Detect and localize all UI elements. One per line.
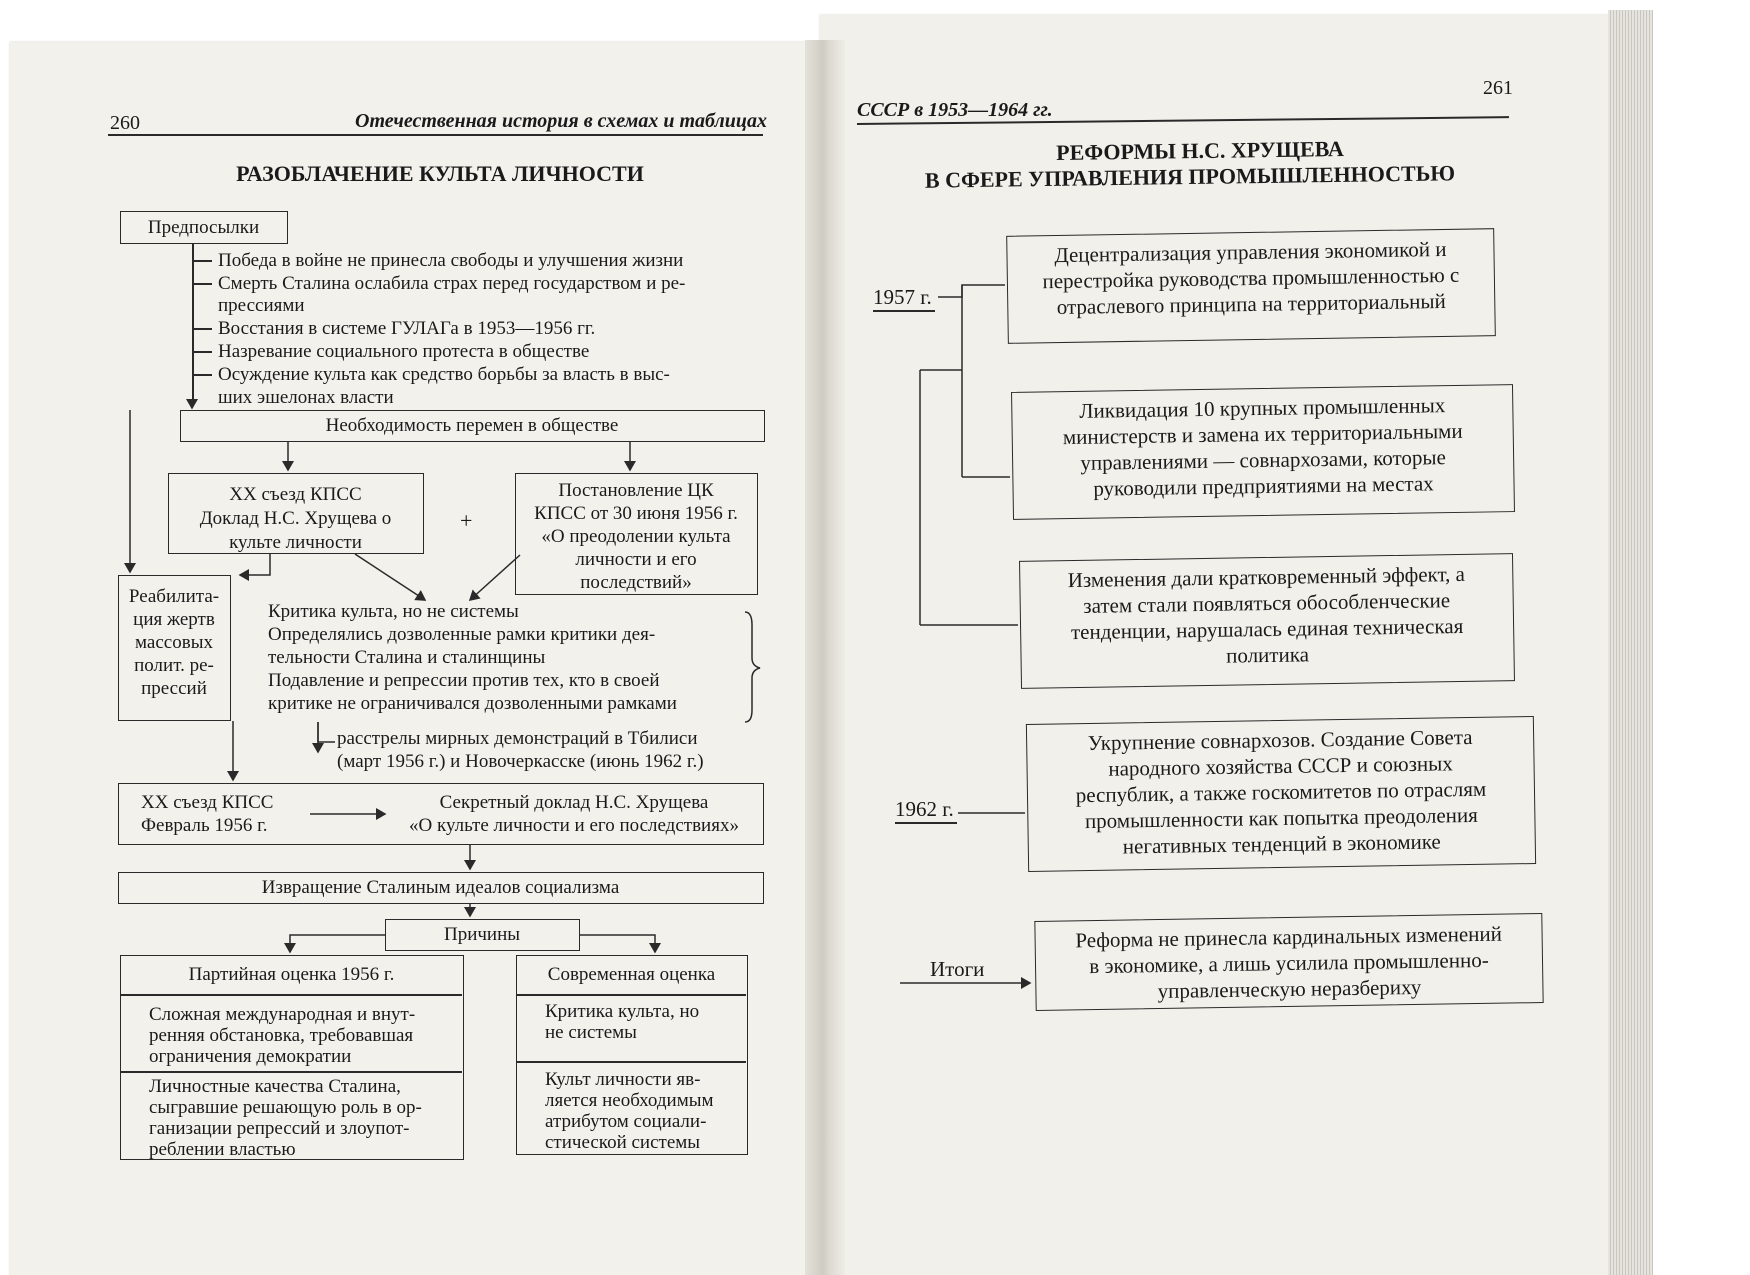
box4-line-5: негативных тенденций в экономике [1122,829,1441,859]
box2-line-1: Ликвидация 10 крупных промышленных [1079,393,1446,423]
prereq-item-3: Восстания в системе ГУЛАГа в 1953—1956 гг. [218,318,596,339]
resolution-line-3: «О преодолении культа [541,526,731,547]
right-title-line-2: В СФЕРЕ УПРАВЛЕНИЯ ПРОМЫШЛЕННОСТЬЮ [924,160,1456,193]
party-eval-2-line-3: ганизации репрессий и злоупот- [149,1118,410,1139]
congress-feb-line-2: Февраль 1956 г. [141,815,268,836]
criticism-line-4: Подавление и репрессии против тех, кто в своей [268,670,660,691]
prereq-item-5-cont: ших эшелонах власти [218,387,394,408]
resolution-line-4: личности и его [575,549,697,570]
prereq-item-2: Смерть Сталина ослабила страх перед государством и ре- [218,273,686,294]
resolution-line-5: последствий» [580,572,692,593]
congress-line-2: Доклад Н.С. Хрущева о [199,508,392,529]
prereq-item-1: Победа в войне не принесла свободы и улучшения жизни [218,250,684,271]
connector-1957-to-box1 [938,285,1005,297]
party-eval-2-line-4: реблении властью [149,1139,296,1160]
prereq-item-4: Назревание социального протеста в обществе [218,341,590,362]
criticism-line-5: критике не ограничивался дозволенными рамками [268,693,677,714]
party-eval-2-line-2: сыгравшие решающую роль в ор- [149,1097,422,1118]
box3-line-1: Изменения дали кратковременный эффект, а [1067,561,1466,593]
distortion-label: Извращение Сталиным идеалов социализма [261,877,620,898]
modern-eval-2-line-3: атрибутом социали- [545,1111,707,1132]
congress-line-1: XX съезд КПСС [229,484,362,505]
shootings-line-1: расстрелы мирных демонстраций в Тбилиси [337,728,698,749]
rehab-line-4: полит. ре- [134,655,214,676]
rehab-line-2: ция жертв [133,609,215,630]
modern-eval-1-line-1: Критика культа, но [545,1001,700,1022]
page-number-right: 261 [1483,77,1513,99]
rehab-line-3: массовых [135,632,213,653]
reasons-label: Причины [443,924,521,945]
modern-eval-2-line-2: ляется необходимым [545,1090,714,1111]
party-eval-1-line-1: Сложная международная и внут- [149,1004,416,1025]
page-number-left: 260 [110,112,140,134]
box1-line-2: перестройка руководства промышленностью с [1042,262,1460,294]
box1-line-1: Децентрализация управления экономикой и [1054,236,1447,268]
resolution-line-2: КПСС от 30 июня 1956 г. [534,503,738,524]
party-eval-1-line-3: ограничения демократии [149,1046,352,1067]
running-header-left: Отечественная история в схемах и таблицах [355,110,767,132]
box2-line-4: руководили предприятиями на местах [1093,471,1434,501]
box3-line-4: политика [1225,642,1310,668]
rehab-line-5: прессий [141,678,207,699]
box2-line-3: управлениями — совнархозами, которые [1080,445,1447,475]
box5-line-2: в экономике, а лишь усилила промышленно- [1089,947,1489,979]
modern-eval-2-line-1: Культ личности яв- [545,1069,701,1090]
box1-line-3: отраслевого принципа на территориальный [1056,288,1446,320]
rehab-line-1: Реабилита- [128,586,220,607]
modern-eval-2-line-4: стической системы [545,1132,701,1153]
box4-line-3: республик, а также госкомитетов по отраслям [1075,776,1487,808]
congress-line-3: культе личности [229,532,362,553]
plus-sign: + [460,508,473,533]
resolution-line-1: Постановление ЦК [558,480,714,501]
prereq-item-5: Осуждение культа как средство борьбы за власть в выс- [218,364,670,385]
modern-eval-header: Современная оценка [547,964,716,985]
prereq-item-2-cont: прессиями [218,295,305,316]
running-header-right: СССР в 1953—1964 гг. [857,99,1053,121]
criticism-line-2: Определялись дозволенные рамки критики дея- [268,624,656,645]
criticism-line-1: Критика культа, но не системы [268,601,519,622]
box4-line-1: Укрупнение совнархозов. Создание Совета [1087,724,1473,756]
box4-line-4: промышленности как попытка преодоления [1084,802,1478,834]
year-1962: 1962 г. [895,797,954,821]
congress-feb-line-1: XX съезд КПСС [141,792,274,813]
box4-line-2: народного хозяйства СССР и союзных [1108,751,1453,781]
box5-line-3: управленческую неразбериху [1157,974,1422,1004]
box5-line-1: Реформа не принесла кардинальных изменений [1075,921,1503,953]
left-title: РАЗОБЛАЧЕНИЕ КУЛЬТА ЛИЧНОСТИ [236,161,644,186]
year-1957: 1957 г. [873,285,932,309]
box3-line-3: тенденции, нарушалась единая техническая [1070,613,1464,645]
shootings-line-2: (март 1956 г.) и Новочеркасске (июнь 1962 г.) [337,751,704,772]
results-label: Итоги [930,957,985,981]
party-eval-header: Партийная оценка 1956 г. [188,964,395,985]
secret-report-line-2: «О культе личности и его последствиях» [409,815,739,836]
party-eval-2-line-1: Личностные качества Сталина, [149,1076,401,1097]
modern-eval-1-line-2: не системы [545,1022,637,1043]
right-title-line-1: РЕФОРМЫ Н.С. ХРУЩЕВА [1055,135,1345,166]
criticism-line-3: тельности Сталина и сталинщины [268,647,546,668]
box2-line-2: министерств и замена их территориальными [1062,418,1463,450]
party-eval-1-line-2: ренняя обстановка, требовавшая [149,1025,414,1046]
prerequisites-label: Предпосылки [147,217,260,238]
secret-report-line-1: Секретный доклад Н.С. Хрущева [439,792,709,813]
need-for-change-label: Необходимость перемен в обществе [325,415,619,436]
box3-line-2: затем стали появляться обособленческие [1083,588,1451,618]
